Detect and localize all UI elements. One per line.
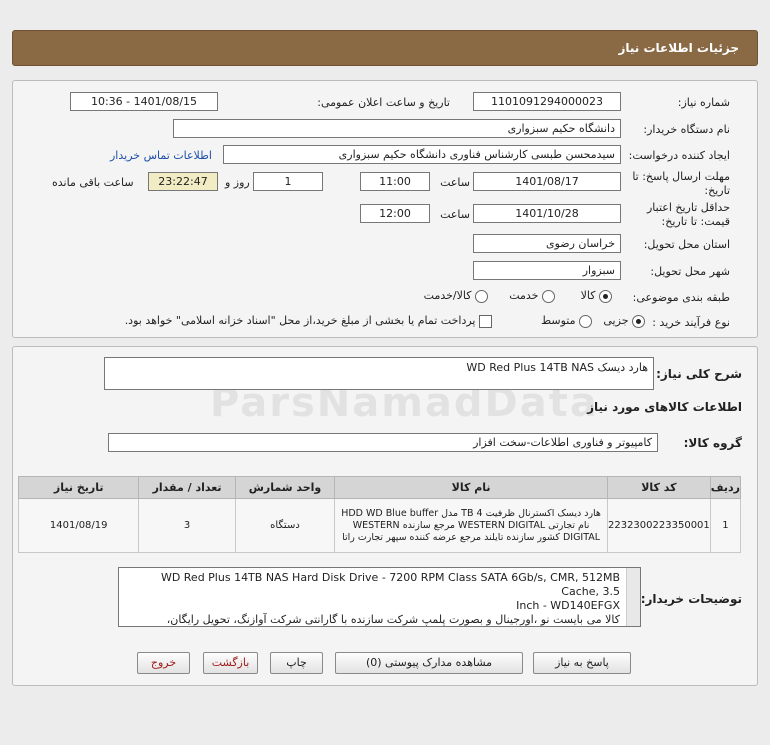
notes-textarea[interactable] (118, 567, 641, 627)
category-service-radio[interactable] (542, 290, 555, 303)
notes-line-4: کالا می بایست نو ،اورجینال و بصورت پلمپ شرکت سازنده با گارانتی شرکت آوازنگ، تحویل رایگان، (166, 613, 620, 626)
notes-line-2: Cache, 3.5 (561, 585, 620, 598)
city-label: شهر محل تحویل: (650, 265, 730, 278)
deadline-date-field: 1401/08/17 (473, 172, 621, 191)
category-both-label: کالا/خدمت (423, 289, 472, 302)
process-option-medium[interactable] (541, 314, 592, 328)
remaining-label: ساعت باقی مانده (52, 176, 134, 189)
group-label: گروه کالا: (683, 436, 742, 450)
city-field: سبزوار (473, 261, 621, 280)
category-option-both[interactable] (424, 289, 488, 303)
print-button[interactable]: چاپ (270, 652, 323, 674)
province-field: خراسان رضوی (473, 234, 621, 253)
payment-note: پرداخت تمام یا بخشی از مبلغ خرید،از محل "اسناد خزانه اسلامی" خواهد بود. (124, 314, 476, 327)
page-header (12, 30, 758, 66)
need-number-label: شماره نیاز: (677, 96, 730, 109)
province-label: استان محل تحویل: (643, 238, 730, 251)
process-minor-label: جزیی (603, 314, 629, 327)
announce-field: 1401/08/15 - 10:36 (70, 92, 218, 111)
cell-row-number: 1 (710, 499, 740, 553)
deadline-time-label: ساعت (440, 176, 470, 189)
payment-checkbox[interactable] (479, 315, 492, 328)
need-number-field: 1101091294000023 (473, 92, 621, 111)
header-name: نام کالا (335, 477, 608, 499)
remaining-time-field: 23:22:47 (148, 172, 218, 191)
category-service-label: خدمت (509, 289, 539, 302)
notes-line-1: WD Red Plus 14TB NAS Hard Disk Drive - 7200 RPM Class SATA 6Gb/s, CMR, 512MB (160, 571, 620, 584)
summary-label: شرح کلی نیاز: (656, 367, 742, 381)
category-label: طبقه بندی موضوعی: (632, 291, 730, 304)
cell-unit: دستگاه (235, 499, 334, 553)
reply-button[interactable]: پاسخ به نیاز (533, 652, 631, 674)
process-label: نوع فرآیند خرید : (652, 316, 730, 329)
page-title: جزئیات اطلاعات نیاز (618, 41, 739, 55)
exit-button[interactable]: خروج (137, 652, 190, 674)
attachments-button[interactable]: مشاهده مدارک پیوستی (0) (335, 652, 523, 674)
process-medium-label: متوسط (540, 314, 576, 327)
header-unit: واحد شمارش (235, 477, 334, 499)
category-option-goods[interactable] (581, 289, 612, 303)
deadline-label-2: تاریخ: (704, 184, 730, 197)
header-code: کد کالا (607, 477, 710, 499)
category-both-radio[interactable] (475, 290, 488, 303)
contact-info-link[interactable]: اطلاعات تماس خریدار (110, 149, 212, 162)
header-qty: تعداد / مقدار (139, 477, 235, 499)
goods-info-title: اطلاعات کالاهای مورد نیاز (587, 400, 742, 414)
cell-date: 1401/08/19 (19, 499, 139, 553)
category-goods-radio[interactable] (599, 290, 612, 303)
table-header-row (19, 477, 741, 499)
notes-scrollbar[interactable] (626, 568, 640, 626)
notes-line-3: Inch - WD140EFGX (516, 599, 620, 612)
header-row-number: ردیف (710, 477, 740, 499)
deadline-time-field: 11:00 (360, 172, 430, 191)
group-field: کامپیوتر و فناوری اطلاعات-سخت افزار (108, 433, 658, 452)
goods-table (18, 476, 741, 553)
cell-name: هارد دیسک اکسترنال ظرفیت 4 TB مدل HDD WD Blue buffer نام تجارتی WESTERN DIGITAL مرجع سازنده WESTERN DIGITAL کشور سازنده تایلند مرجع عرضه کننده سپهر تجارت راتا (335, 499, 608, 553)
requester-field: سیدمحسن طبسی کارشناس فناوری دانشگاه حکیم سبزواری (223, 145, 621, 164)
process-minor-radio[interactable] (632, 315, 645, 328)
buyer-org-label: نام دستگاه خریدار: (643, 123, 730, 136)
category-option-service[interactable] (509, 289, 555, 303)
table-row (19, 499, 741, 553)
validity-time-label: ساعت (440, 208, 470, 221)
validity-date-field: 1401/10/28 (473, 204, 621, 223)
category-goods-label: کالا (580, 289, 596, 302)
cell-code: 2232300223350001 (607, 499, 710, 553)
validity-label-1: حداقل تاریخ اعتبار (646, 201, 730, 214)
days-label: روز و (225, 176, 250, 189)
notes-label: توضیحات خریدار: (640, 592, 742, 606)
process-option-minor[interactable] (603, 314, 645, 328)
process-medium-radio[interactable] (579, 315, 592, 328)
deadline-label-1: مهلت ارسال پاسخ: تا (632, 170, 730, 183)
back-button[interactable]: بازگشت (203, 652, 258, 674)
buyer-org-field: دانشگاه حکیم سبزواری (173, 119, 621, 138)
days-field: 1 (253, 172, 323, 191)
summary-field: هارد دیسک WD Red Plus 14TB NAS (104, 357, 654, 390)
requester-label: ایجاد کننده درخواست: (628, 149, 730, 162)
payment-option[interactable] (125, 314, 492, 328)
cell-qty: 3 (139, 499, 235, 553)
validity-time-field: 12:00 (360, 204, 430, 223)
header-date: تاریخ نیاز (19, 477, 139, 499)
announce-label: تاریخ و ساعت اعلان عمومی: (317, 96, 450, 109)
validity-label-2: قیمت: تا تاریخ: (661, 215, 730, 228)
